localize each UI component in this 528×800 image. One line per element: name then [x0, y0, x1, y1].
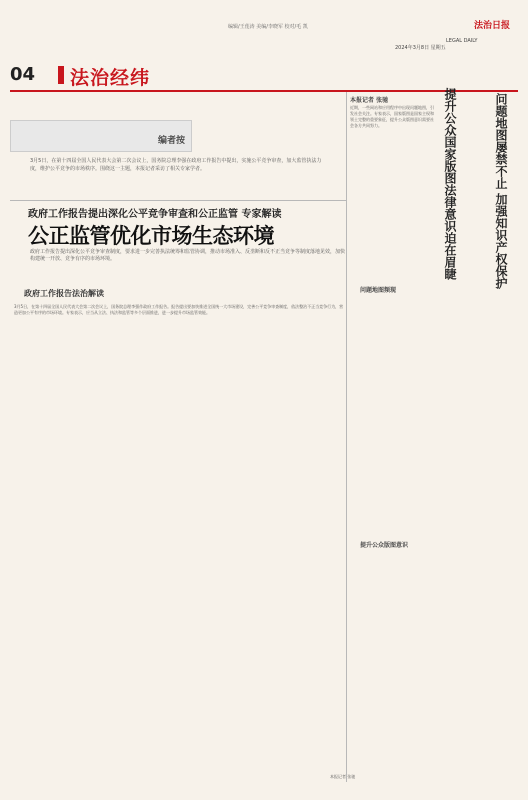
sidebar-paragraph: 近期，一些网站和应用程序中出现问题地图，引发社会关注。专家表示，国家版图是国家主权和领土完整的重要象征，提升公众版图意识需要社会各方共同努力。: [350, 105, 434, 128]
story-title: 政府工作报告法治解读: [24, 289, 104, 298]
article-kicker: 政府工作报告提出深化公平竞争审查和公正监管 专家解读: [28, 209, 282, 220]
article-body: [14, 304, 344, 774]
article-headline: 公正监管优化市场生态环境: [28, 224, 274, 248]
section-accent: [58, 66, 64, 84]
section-title: 法治经纬: [70, 67, 151, 89]
newspaper-logo: 法治日报: [473, 21, 510, 31]
edition-label: LEGAL DAILY: [446, 38, 478, 44]
sidebar-headline: 提升公众国家版图法律意识迫在眉睫: [443, 88, 457, 280]
sidebar-byline: 本报记者 张驰: [350, 97, 389, 104]
column-divider: [346, 92, 347, 782]
masthead-credits: 编辑/王莲涛 美编/李晓军 校对/毛 凯: [228, 24, 308, 30]
headline-rule: [10, 200, 346, 201]
page-number: 04: [10, 64, 36, 85]
article-paragraph: 3月5日，在第十四届全国人民代表大会第二次会议上，国务院总理李强作政府工作报告。报告提出要加快推进全国统一大市场建设，完善公平竞争审查制度，依法整治不正当竞争行为，营造更加公平有序的市场环境。专家表示，应当从立法、执法和监管等多个层面推进，进一步提升市场监管效能。: [14, 304, 344, 315]
sidebar-subhead-1: 问题地图频现: [360, 287, 397, 294]
editor-note-title: 编者按: [158, 136, 186, 146]
page-top: [0, 0, 528, 24]
editor-note-text: 3月5日，在第十四届全国人民代表大会第二次会议上，国务院总理李强在政府工作报告中提出，实施公平竞争审查，加大监管执法力度，维护公平竞争的市场秩序。围绕这一主题，本报记者采访了相关专家学者。: [30, 158, 322, 172]
sidebar-subhead-2: 提升公众版图意识: [360, 542, 409, 549]
footer-byline: 本报记者 张驰: [330, 774, 356, 779]
article-lead: 政府工作报告提出深化公平竞争审查制度，要求进一步完善执法统筹和监管协调，推动市场准入、反垄断和反不正当竞争等制度落地见效，加快构建统一开放、竞争有序的市场环境。: [30, 249, 346, 262]
issue-date: 2024年3月8日 星期五: [395, 45, 446, 51]
sidebar-subtitle: 问题地图屡禁不止 加强知识产权保护: [494, 93, 508, 290]
